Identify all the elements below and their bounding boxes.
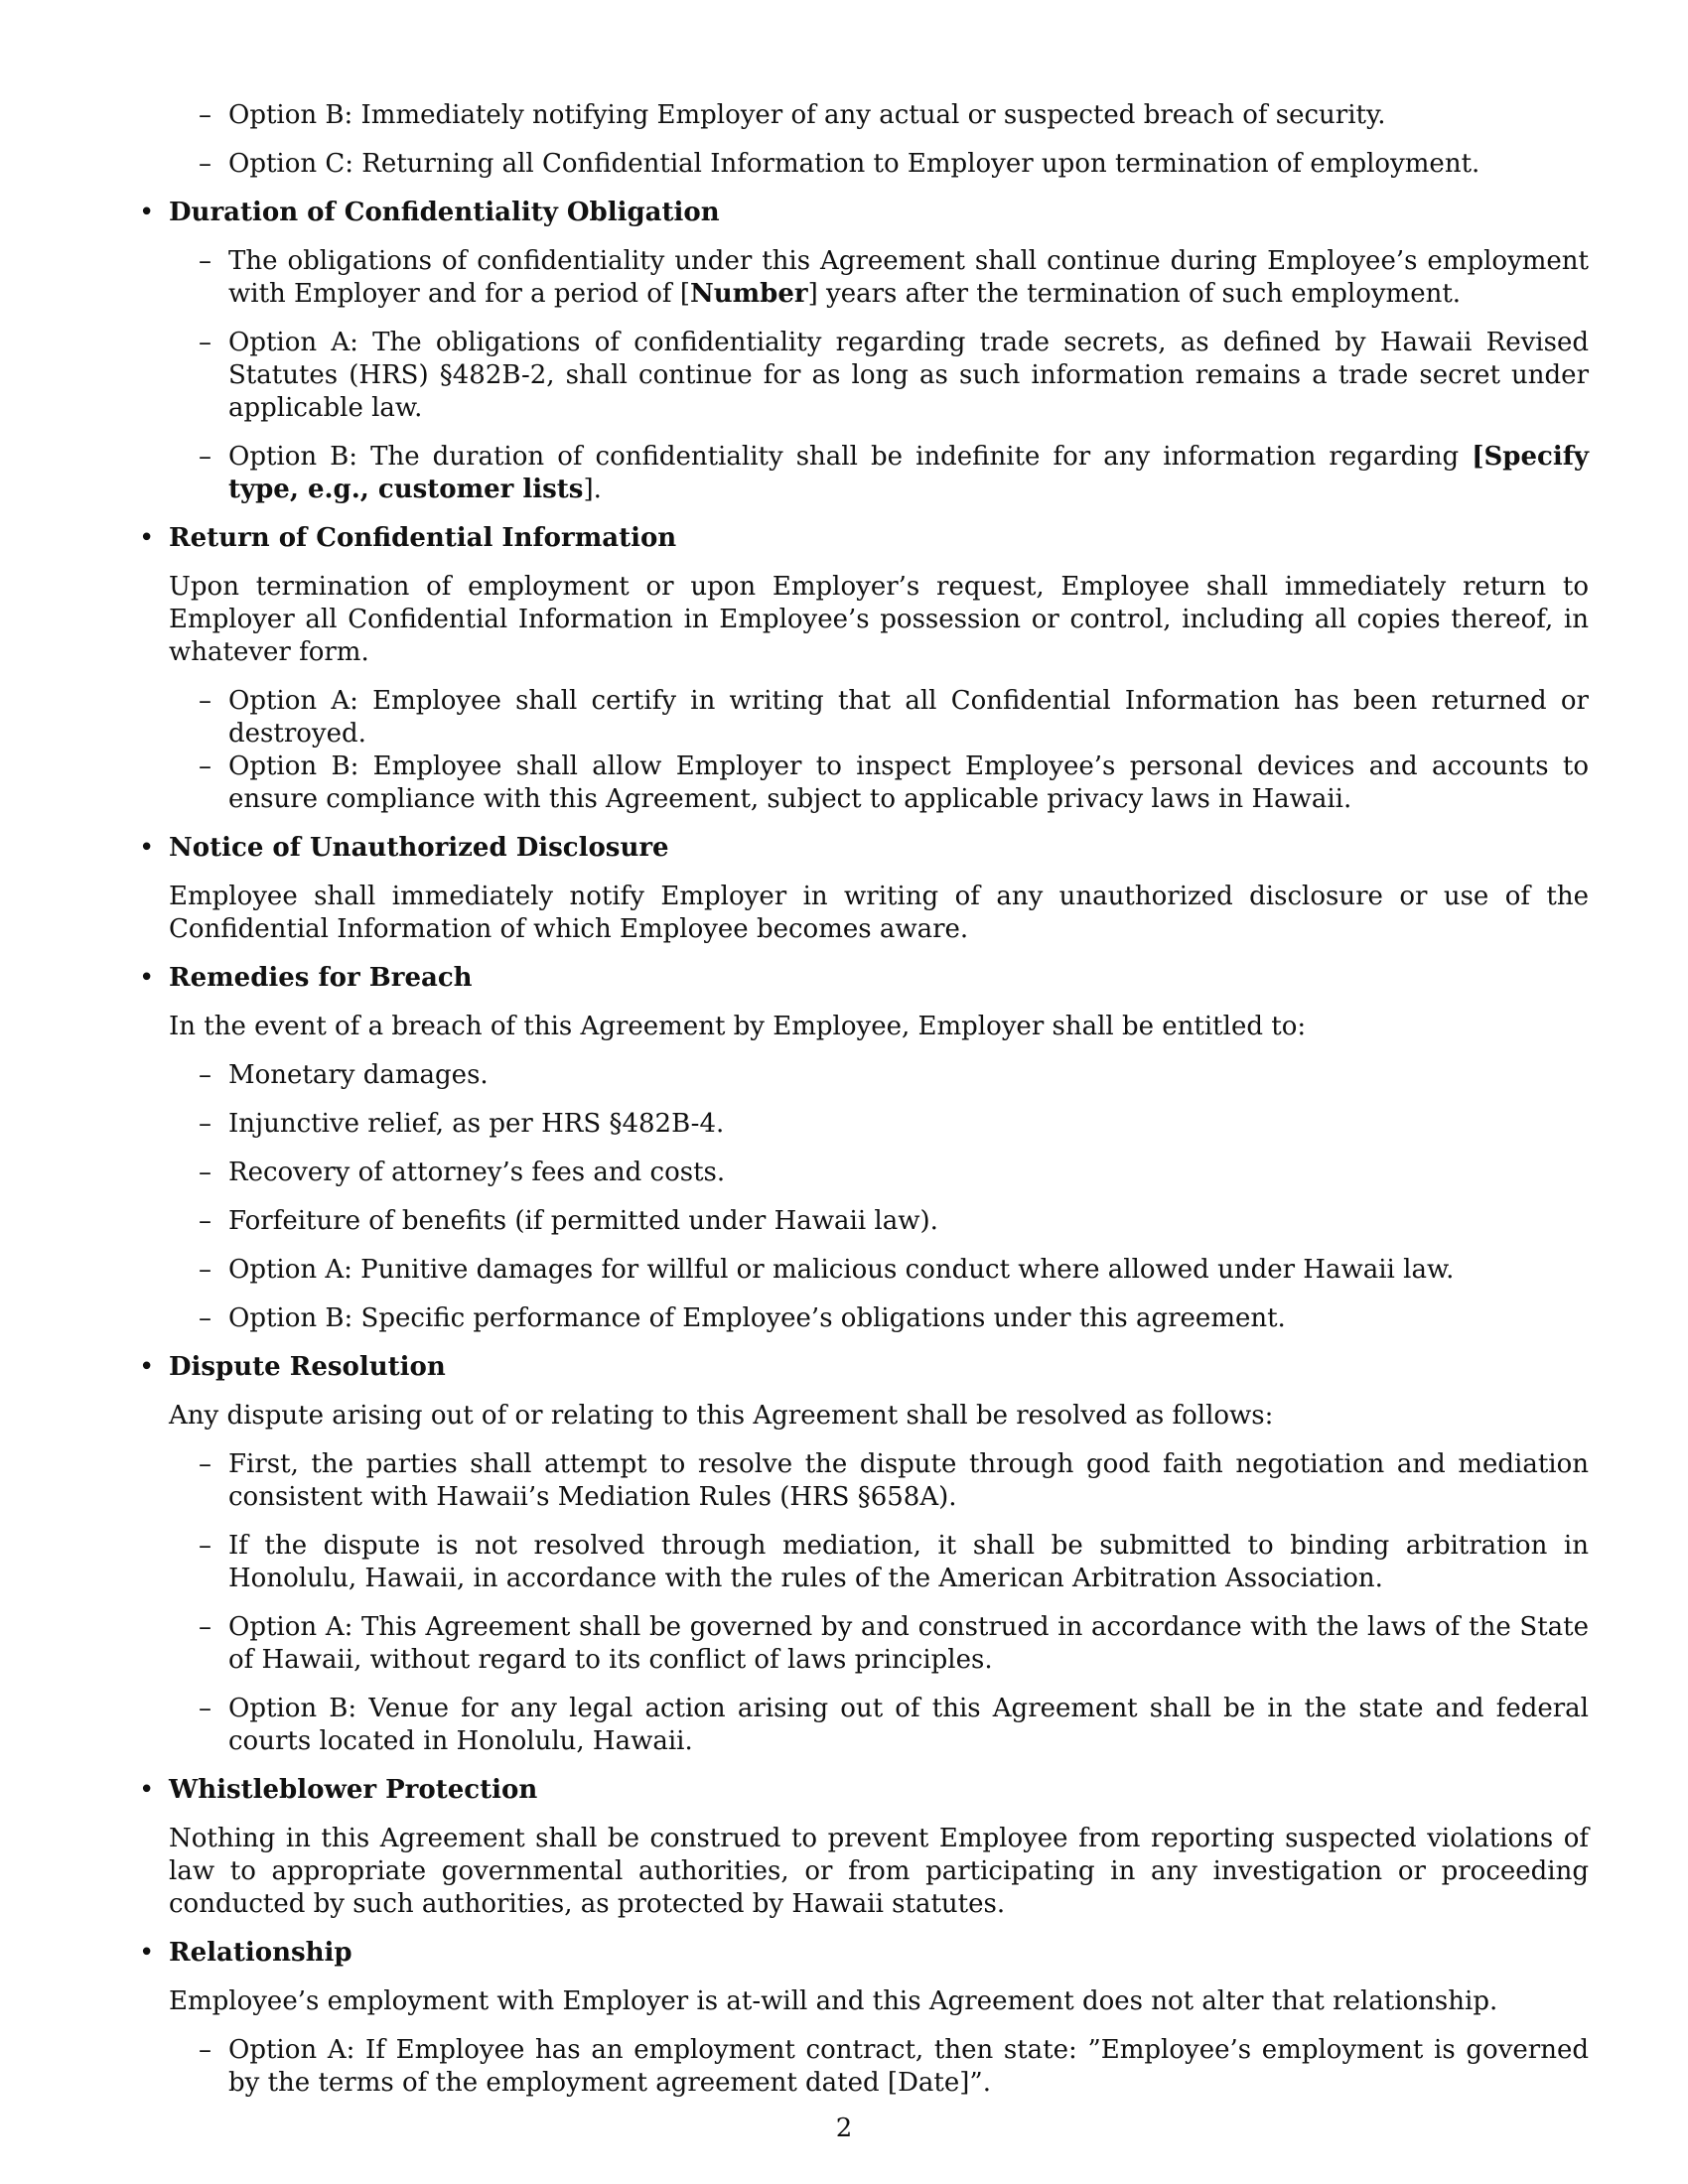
- section-heading: • Notice of Unauthorized Disclosure: [169, 833, 669, 863]
- list-item: – Recovery of attorney’s fees and costs.: [169, 1157, 1589, 1189]
- document-body: [139, 99, 1589, 2116]
- section-relationship: [139, 1937, 1589, 2100]
- list-item: – Injunctive relief, as per HRS §482B-4.: [169, 1108, 1589, 1141]
- list-item: – Option A: The obligations of confidentiality regarding trade secrets, as defined by Hawaii Revised Statutes (HRS) §482B-2, shall continue for as long as such information remains a trade secret under applicable law.: [169, 327, 1589, 425]
- list-item: – Option B: The duration of confidentiality shall be indefinite for any information regarding [Specify type, e.g., customer lists].: [169, 441, 1589, 506]
- section-list: [139, 99, 1589, 2100]
- section-heading: • Whistleblower Protection: [169, 1775, 538, 1805]
- section-heading: • Return of Confidential Information: [169, 523, 677, 553]
- page-number: 2: [835, 2114, 853, 2143]
- list-item: – Option A: If Employee has an employment contract, then state: ”Employee’s employment is governed by the terms of the employment agreement dated [Date]”.: [169, 2034, 1589, 2100]
- section-text: Any dispute arising out of or relating to this Agreement shall be resolved as follows:: [169, 1401, 1274, 1431]
- list-item: – Monetary damages.: [169, 1059, 1589, 1092]
- placeholder-number: Number: [689, 279, 808, 309]
- dispute-list: [169, 1448, 1589, 1758]
- return-options: [169, 685, 1589, 816]
- section-heading: • Dispute Resolution: [169, 1352, 446, 1382]
- section-notice: [139, 832, 1589, 946]
- list-item: – Option A: Punitive damages for willful or malicious conduct where allowed under Hawaii law.: [169, 1254, 1589, 1287]
- list-item: – Option A: This Agreement shall be governed by and construed in accordance with the laws of the State of Hawaii, without regard to its conflict of laws principles.: [169, 1611, 1589, 1677]
- list-item: – Option A: Employee shall certify in writing that all Confidential Information has been returned or destroyed.: [169, 685, 1589, 751]
- continued-options: [169, 99, 1589, 181]
- relationship-options: [169, 2034, 1589, 2100]
- section-heading: • Duration of Confidentiality Obligation: [169, 198, 720, 227]
- list-item: – Option B: Employee shall allow Employer to inspect Employee’s personal devices and accounts to ensure compliance with this Agreement, subject to applicable privacy laws in Hawaii.: [169, 751, 1589, 816]
- section-remedies: [139, 962, 1589, 1335]
- list-item: – The obligations of confidentiality under this Agreement shall continue during Employee’s employment with Employer and for a period of [Number] years after the termination of such employment.: [169, 245, 1589, 311]
- section-heading: • Relationship: [169, 1938, 352, 1968]
- section-text: Nothing in this Agreement shall be construed to prevent Employee from reporting suspected violations of law to appropriate governmental authorities, or from participating in any investigation or proceeding conducted by such authorities, as protected by Hawaii statutes.: [169, 1824, 1589, 1919]
- duration-options: [169, 245, 1589, 506]
- list-item: – Option C: Returning all Confidential Information to Employer upon termination of employment.: [169, 148, 1589, 181]
- section-heading: • Remedies for Breach: [169, 963, 473, 993]
- section-whistleblower: [139, 1774, 1589, 1921]
- section-text: In the event of a breach of this Agreement by Employee, Employer shall be entitled to:: [169, 1012, 1307, 1041]
- section-dispute: [139, 1351, 1589, 1758]
- list-item: – Option B: Venue for any legal action arising out of this Agreement shall be in the state and federal courts located in Honolulu, Hawaii.: [169, 1693, 1589, 1758]
- remedies-list: [169, 1059, 1589, 1335]
- continued-section: [139, 99, 1589, 181]
- list-item: – If the dispute is not resolved through mediation, it shall be submitted to binding arbitration in Honolulu, Hawaii, in accordance with the rules of the American Arbitration Association.: [169, 1530, 1589, 1595]
- list-item: – Option B: Immediately notifying Employer of any actual or suspected breach of security.: [169, 99, 1589, 132]
- list-item: – First, the parties shall attempt to resolve the dispute through good faith negotiation and mediation consistent with Hawaii’s Mediation Rules (HRS §658A).: [169, 1448, 1589, 1514]
- section-text: Employee shall immediately notify Employer in writing of any unauthorized disclosure or use of the Confidential Information of which Employee becomes aware.: [169, 882, 1589, 944]
- section-duration: [139, 197, 1589, 506]
- section-text: Upon termination of employment or upon Employer’s request, Employee shall immediately return to Employer all Confidential Information in Employee’s possession or control, including all copies thereof, in whatever form.: [169, 572, 1589, 667]
- list-item: – Forfeiture of benefits (if permitted under Hawaii law).: [169, 1205, 1589, 1238]
- section-return-info: [139, 522, 1589, 816]
- section-text: Employee’s employment with Employer is at-will and this Agreement does not alter that relationship.: [169, 1986, 1498, 2016]
- list-item: – Option B: Specific performance of Employee’s obligations under this agreement.: [169, 1302, 1589, 1335]
- placeholder-type: Specify type, e.g., customer lists: [228, 442, 1589, 504]
